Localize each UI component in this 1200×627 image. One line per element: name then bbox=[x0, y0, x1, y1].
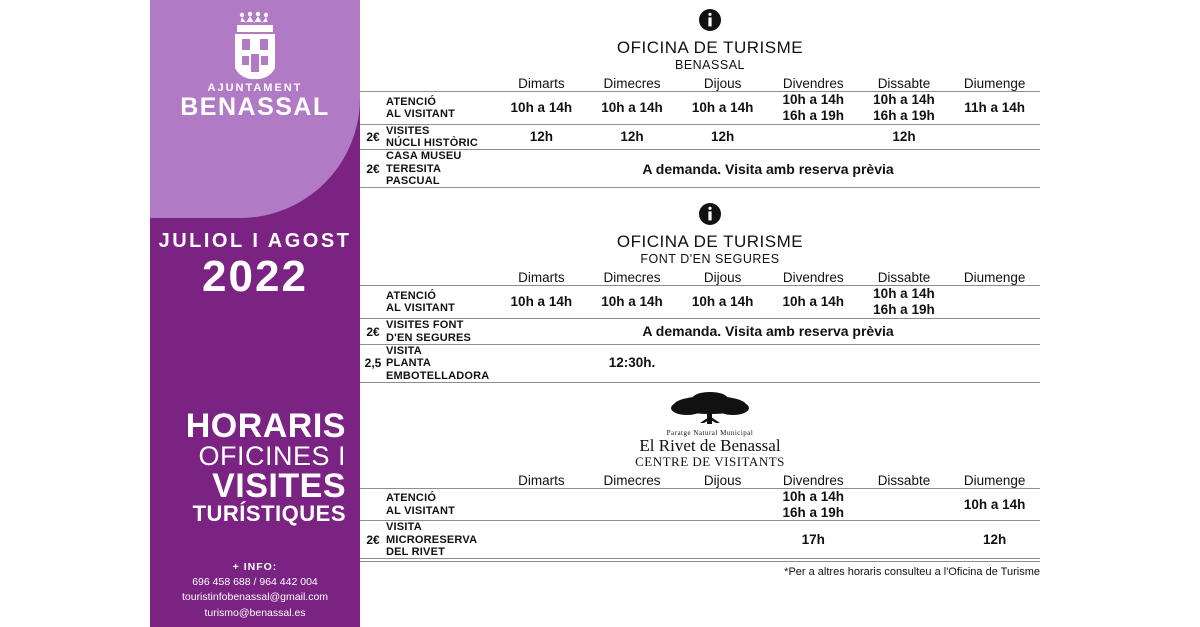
day-header: Dimarts bbox=[518, 76, 565, 91]
table-row bbox=[360, 124, 1040, 150]
year-label: 2022 bbox=[202, 252, 308, 301]
row-cell: 10h a 14h bbox=[691, 99, 754, 115]
row-note: A demanda. Visita amb reserva prèvia bbox=[642, 160, 894, 177]
footnote: *Per a altres horaris consulteu a l'Oficina de Turisme bbox=[360, 561, 1040, 578]
row-cell bbox=[496, 344, 587, 382]
info-heading: + INFO: bbox=[232, 561, 278, 573]
row-label: VISITA PLANTA EMBOTELLADORA bbox=[386, 344, 490, 382]
row-cell: 11h a 14h bbox=[964, 99, 1026, 115]
row-price bbox=[360, 92, 386, 125]
poster-title-line-2: OFICINES I bbox=[198, 441, 346, 472]
rivet-logo-line-1: Paratge Natural Municipal bbox=[666, 428, 754, 437]
row-cell bbox=[677, 488, 768, 521]
row-cell bbox=[768, 124, 859, 150]
row-cell bbox=[949, 124, 1040, 150]
crest-line-1: AJUNTAMENT bbox=[207, 82, 303, 94]
rivet-logo-line-2: El Rivet de Benassal bbox=[639, 436, 781, 456]
row-price: 2€ bbox=[366, 130, 380, 145]
table-row bbox=[360, 286, 1040, 319]
section-header bbox=[360, 202, 1060, 266]
sections-container bbox=[360, 0, 1060, 578]
row-price: 2,5 bbox=[364, 356, 382, 371]
day-header: Dijous bbox=[703, 270, 742, 286]
day-header: Divendres bbox=[782, 76, 844, 91]
day-header: Dissabte bbox=[877, 270, 931, 286]
contact-info bbox=[150, 560, 360, 621]
row-cell: 10h a 14h bbox=[782, 294, 845, 310]
schedule-table bbox=[360, 76, 1040, 188]
row-cell bbox=[949, 286, 1040, 319]
section-header bbox=[360, 8, 1060, 72]
info-email-2: turismo@benassal.es bbox=[204, 606, 306, 619]
rivet-logo bbox=[360, 430, 1060, 469]
row-label: ATENCIÓ AL VISITANT bbox=[386, 290, 456, 315]
row-cell bbox=[768, 344, 859, 382]
row-cell: 12h bbox=[983, 531, 1007, 547]
info-phone: 696 458 688 / 964 442 004 bbox=[192, 576, 318, 589]
row-price: 2€ bbox=[366, 532, 380, 547]
left-panel bbox=[150, 0, 360, 627]
poster-title bbox=[150, 407, 360, 527]
schedule-table bbox=[360, 270, 1040, 382]
crest-line-2: BENASSAL bbox=[180, 93, 330, 121]
day-header: Dissabte bbox=[877, 472, 931, 488]
info-email-1: touristinfobenassal@gmail.com bbox=[181, 591, 329, 604]
row-cell: 10h a 14h 16h a 19h bbox=[782, 92, 845, 123]
row-label: VISITA MICRORESERVA DEL RIVET bbox=[386, 521, 478, 559]
row-cell bbox=[587, 488, 678, 521]
table-row bbox=[360, 521, 1040, 559]
row-cell bbox=[859, 488, 950, 521]
day-header: Dimarts bbox=[518, 472, 565, 488]
schedule-content bbox=[360, 0, 1060, 627]
schedule-section bbox=[360, 0, 1060, 188]
row-cell bbox=[677, 344, 768, 382]
table-row bbox=[360, 488, 1040, 521]
row-cell: 12:30h. bbox=[608, 355, 656, 371]
day-header: Dimecres bbox=[603, 270, 661, 286]
tree-icon bbox=[645, 391, 775, 425]
info-circle-icon bbox=[698, 202, 722, 226]
row-label: ATENCIÓ AL VISITANT bbox=[386, 95, 456, 120]
day-header: Diumenge bbox=[963, 270, 1026, 286]
day-header: Divendres bbox=[782, 472, 844, 488]
poster-title-line-3: VISITES bbox=[212, 466, 346, 505]
table-header-row bbox=[360, 270, 1040, 286]
row-cell: 10h a 14h bbox=[963, 496, 1026, 512]
row-cell: 10h a 14h bbox=[691, 294, 754, 310]
row-cell bbox=[859, 521, 950, 559]
schedule-table bbox=[360, 473, 1040, 560]
row-cell: 12h bbox=[620, 129, 644, 145]
row-cell: 10h a 14h 16h a 19h bbox=[782, 488, 845, 520]
row-cell: 10h a 14h bbox=[601, 99, 663, 115]
row-cell: 12h bbox=[711, 129, 735, 145]
info-circle-icon bbox=[698, 8, 722, 32]
day-header: Dimecres bbox=[603, 472, 661, 488]
row-cell bbox=[587, 521, 678, 559]
day-header: Diumenge bbox=[963, 76, 1026, 91]
row-cell: 10h a 14h 16h a 19h bbox=[873, 286, 935, 318]
row-cell bbox=[949, 344, 1040, 382]
row-cell: 10h a 14h bbox=[510, 294, 573, 310]
table-row bbox=[360, 150, 1040, 188]
poster-title-line-4: TURÍSTIQUES bbox=[192, 501, 346, 527]
coat-of-arms-icon bbox=[220, 8, 290, 80]
row-cell: 10h a 14h bbox=[601, 294, 663, 310]
row-cell: 17h bbox=[801, 531, 825, 547]
day-header: Dijous bbox=[703, 76, 742, 91]
table-row bbox=[360, 92, 1040, 125]
day-header: Dimecres bbox=[603, 76, 661, 91]
row-price: 2€ bbox=[366, 324, 380, 339]
day-header: Dissabte bbox=[877, 76, 931, 91]
table-header-row bbox=[360, 76, 1040, 92]
row-label: ATENCIÓ AL VISITANT bbox=[386, 492, 456, 517]
row-note: A demanda. Visita amb reserva prèvia bbox=[642, 323, 894, 340]
schedule-section bbox=[360, 188, 1060, 382]
row-label: CASA MUSEU TERESITA PASCUAL bbox=[386, 150, 462, 188]
section-subtitle: BENASSAL bbox=[674, 58, 745, 72]
date-block bbox=[150, 230, 360, 299]
row-label: VISITES NÚCLI HISTÒRIC bbox=[386, 124, 479, 150]
day-header: Divendres bbox=[782, 270, 844, 286]
row-cell: 12h bbox=[892, 129, 916, 145]
row-cell: 12h bbox=[529, 129, 553, 145]
section-subtitle: FONT D'EN SEGURES bbox=[640, 252, 780, 267]
section-header bbox=[360, 391, 1060, 469]
schedule-section bbox=[360, 383, 1060, 579]
day-header: Diumenge bbox=[963, 472, 1026, 488]
section-title: OFICINA DE TURISME bbox=[616, 232, 804, 252]
rivet-logo-line-3: CENTRE DE VISITANTS bbox=[635, 454, 785, 469]
day-header: Dimarts bbox=[518, 270, 565, 286]
row-cell bbox=[496, 521, 587, 559]
day-header: Dijous bbox=[703, 472, 742, 488]
row-cell bbox=[496, 488, 587, 521]
row-cell: 10h a 14h 16h a 19h bbox=[873, 92, 935, 123]
poster-title-line-1: HORARIS bbox=[185, 407, 346, 445]
month-label: JULIOL I AGOST bbox=[158, 230, 352, 252]
table-row bbox=[360, 344, 1040, 382]
table-row bbox=[360, 319, 1040, 345]
row-price bbox=[360, 286, 386, 319]
row-label: VISITES FONT D'EN SEGURES bbox=[386, 319, 472, 344]
table-header-row bbox=[360, 473, 1040, 489]
municipal-crest bbox=[150, 8, 360, 120]
section-title: OFICINA DE TURISME bbox=[616, 38, 804, 57]
row-cell: 10h a 14h bbox=[510, 99, 573, 115]
row-price bbox=[360, 488, 386, 521]
row-price: 2€ bbox=[366, 161, 380, 176]
row-cell bbox=[859, 344, 950, 382]
row-cell bbox=[677, 521, 768, 559]
